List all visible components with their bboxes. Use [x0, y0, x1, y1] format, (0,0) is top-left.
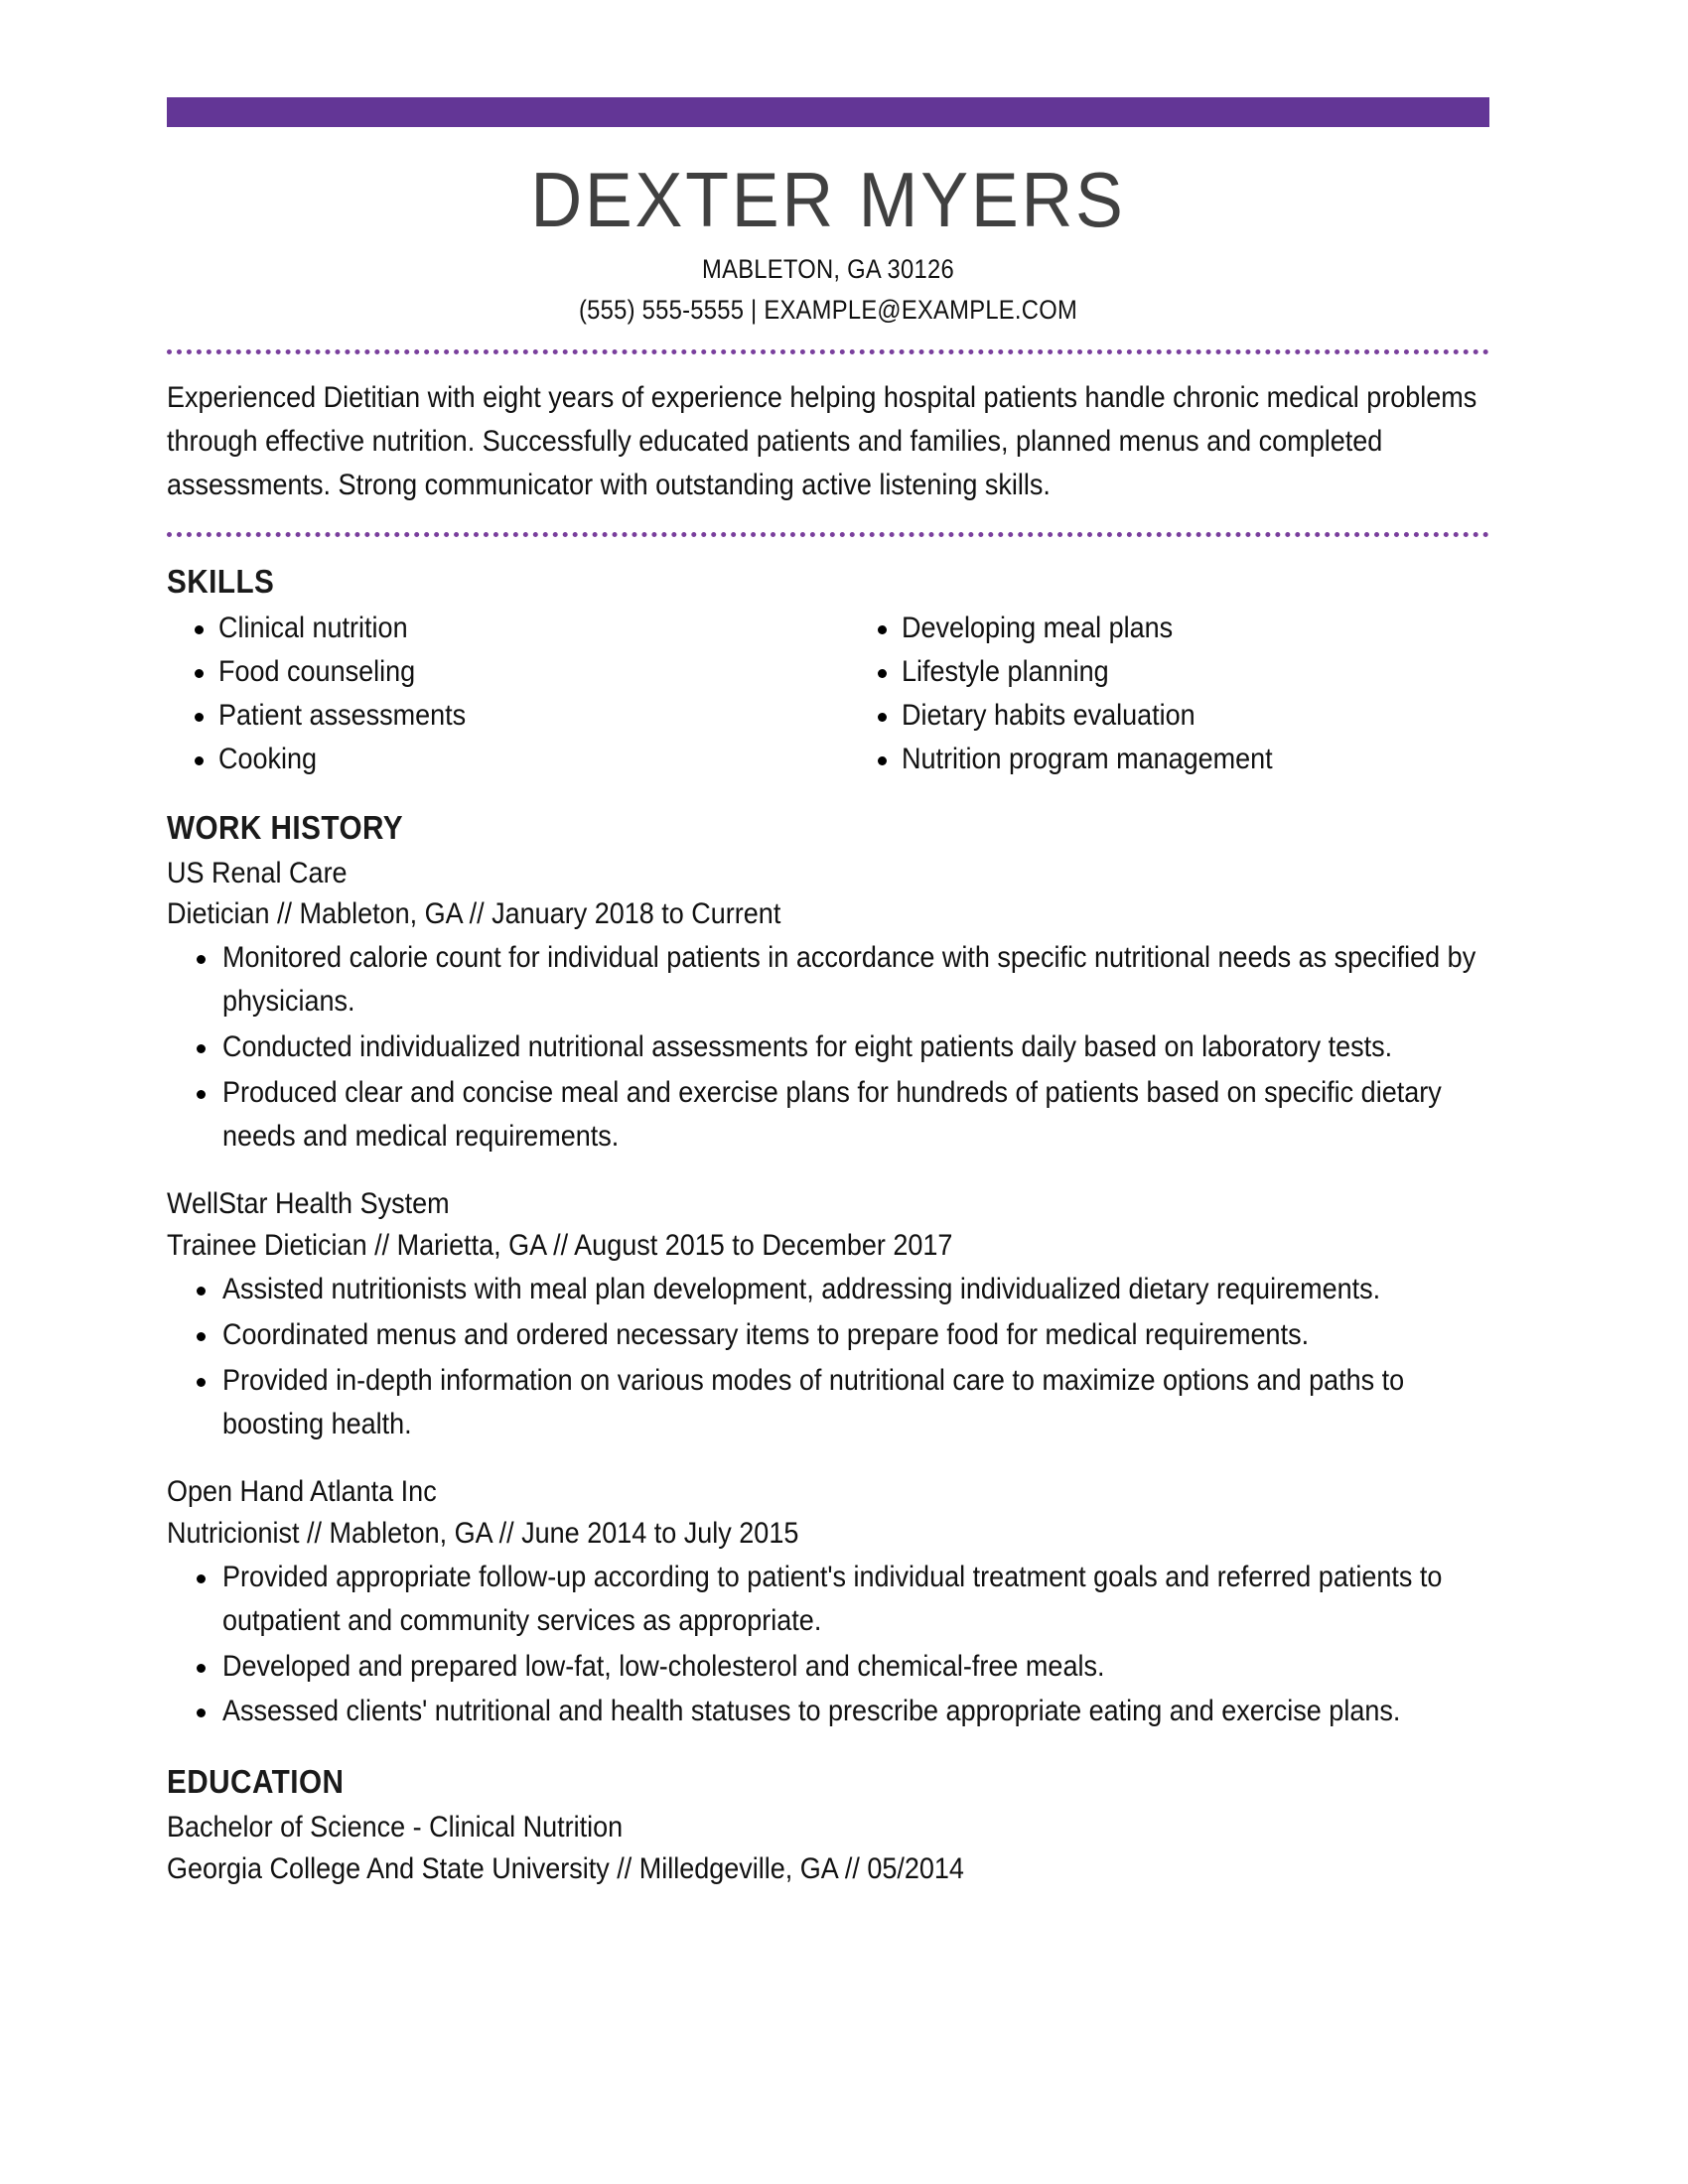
- divider-bottom: [167, 532, 1489, 537]
- job-bullet: Provided appropriate follow-up according to patient's individual treatment goals and referred patients to outpatient and community services as appropriate.: [222, 1561, 1443, 1637]
- resume-content: [167, 0, 1489, 1890]
- list-item: [850, 694, 1489, 738]
- job-entry: [167, 1183, 1489, 1445]
- job-bullet: Provided in-depth information on various modes of nutritional care to maximize options and paths to boosting health.: [222, 1363, 1405, 1440]
- skills-column-left: [167, 607, 828, 780]
- job-entry: [167, 1471, 1489, 1733]
- list-item: [167, 1025, 1489, 1069]
- skills-list-left: [167, 607, 828, 780]
- skill-label: Lifestyle planning: [902, 655, 1109, 689]
- list-item: [167, 1071, 1489, 1159]
- job-entry: [167, 853, 1489, 1159]
- skill-label: Clinical nutrition: [218, 612, 408, 645]
- skills-section-title: SKILLS: [167, 563, 275, 601]
- list-item: [167, 936, 1489, 1024]
- education-degree: Bachelor of Science - Clinical Nutrition: [167, 1811, 624, 1844]
- job-meta: Nutricionist // Mableton, GA // June 2014 to July 2015: [167, 1516, 799, 1550]
- job-bullet: Developed and prepared low-fat, low-cholesterol and chemical-free meals.: [222, 1649, 1105, 1683]
- list-item: [167, 1645, 1489, 1689]
- job-bullet: Monitored calorie count for individual patients in accordance with specific nutritional needs as specified by physicians.: [222, 941, 1477, 1019]
- skill-label: Patient assessments: [218, 698, 467, 732]
- professional-summary: Experienced Dietitian with eight years of experience helping hospital patients handle chronic medical problems through effective nutrition. Successfully educated patients and families, planned menus and completed assessments. Strong communicator with outstanding active listening skills.: [167, 381, 1477, 501]
- list-item: [167, 1690, 1489, 1733]
- skills-section: [167, 607, 1489, 780]
- job-meta: Dietician // Mableton, GA // January 2018 to Current: [167, 896, 781, 930]
- job-bullet: Coordinated menus and ordered necessary items to prepare food for medical requirements.: [222, 1317, 1310, 1351]
- page-title: DEXTER MYERS: [530, 156, 1126, 243]
- job-bullet-list: [167, 1556, 1489, 1733]
- skill-label: Dietary habits evaluation: [902, 698, 1196, 732]
- education-section: [167, 1807, 1489, 1890]
- list-item: [850, 607, 1489, 650]
- list-item: [167, 650, 828, 694]
- job-bullet-list: [167, 1268, 1489, 1445]
- skills-list-right: [850, 607, 1489, 780]
- list-item: [167, 1313, 1489, 1357]
- skill-label: Food counseling: [218, 655, 416, 689]
- resume-header: [167, 127, 1489, 326]
- list-item: [167, 738, 828, 781]
- work-history-section: [167, 853, 1489, 1734]
- education-institution: Georgia College And State University // Milledgeville, GA // 05/2014: [167, 1852, 964, 1886]
- list-item: [167, 1268, 1489, 1311]
- job-company: Open Hand Atlanta Inc: [167, 1475, 437, 1509]
- education-section-title: EDUCATION: [167, 1763, 345, 1801]
- accent-bar: [167, 97, 1489, 127]
- skill-label: Developing meal plans: [902, 612, 1174, 645]
- contact-phone-email: (555) 555-5555 | EXAMPLE@EXAMPLE.COM: [578, 295, 1078, 325]
- job-bullet: Assisted nutritionists with meal plan development, addressing individualized dietary requirements.: [222, 1273, 1381, 1306]
- list-item: [850, 738, 1489, 781]
- contact-location: MABLETON, GA 30126: [702, 254, 954, 284]
- job-bullet-list: [167, 936, 1489, 1158]
- skill-label: Nutrition program management: [902, 742, 1273, 775]
- job-company: WellStar Health System: [167, 1187, 450, 1221]
- job-meta: Trainee Dietician // Marietta, GA // August 2015 to December 2017: [167, 1228, 953, 1262]
- list-item: [167, 1556, 1489, 1643]
- skills-column-right: [828, 607, 1489, 780]
- job-bullet: Produced clear and concise meal and exercise plans for hundreds of patients based on specific dietary needs and medical requirements.: [222, 1075, 1442, 1153]
- skill-label: Cooking: [218, 742, 318, 775]
- job-company: US Renal Care: [167, 856, 348, 889]
- list-item: [167, 694, 828, 738]
- work-history-section-title: WORK HISTORY: [167, 808, 404, 846]
- job-bullet: Conducted individualized nutritional assessments for eight patients daily based on laboratory tests.: [222, 1029, 1393, 1063]
- list-item: [850, 650, 1489, 694]
- job-bullet: Assessed clients' nutritional and health statuses to prescribe appropriate eating and exercise plans.: [222, 1695, 1401, 1728]
- list-item: [167, 1359, 1489, 1446]
- list-item: [167, 607, 828, 650]
